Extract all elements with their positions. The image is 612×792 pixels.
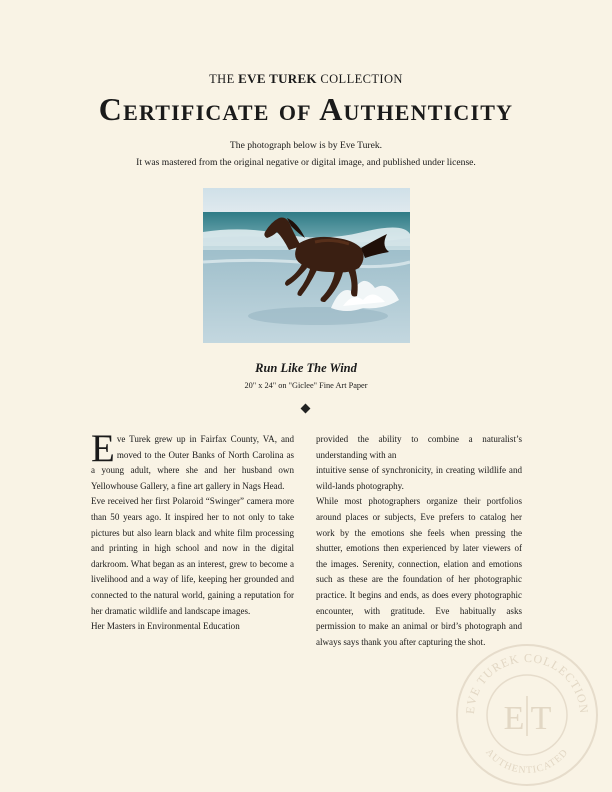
seal-top-text: EVE TUREK COLLECTION <box>462 650 592 715</box>
bio-paragraph-4: provided the ability to combine a naturalist’s understanding with an <box>316 434 522 460</box>
bio-paragraph-2: Eve received her first Polaroid “Swinger” camera more than 50 years ago. It inspired her to not only to take pictures but also learn black and white film processing and printing in high school and now in the digital darkroom. What began as an interest, grew to become a livelihood and a way of life, keeping her grounded and connected to the natural world, gaining a reputation for her dramatic wildlife and landscape images. <box>91 496 294 616</box>
intro-line-1: The photograph below is by Eve Turek. <box>229 140 383 151</box>
collection-line <box>0 71 612 87</box>
artwork-details: 20" x 24" on "Giclee" Fine Art Paper <box>244 381 368 390</box>
seal-monogram-right: T <box>530 700 552 737</box>
bio-paragraph-1-text: ve Turek grew up in Fairfax County, VA, and moved to the Outer Banks of North Carolina as a young adult, where she and her husband own Yellowhouse Gallery, a fine art gallery in Nags Head. <box>91 434 294 491</box>
bio-paragraph-3: Her Masters in Environmental Education <box>91 621 240 632</box>
drop-cap: E <box>91 427 115 470</box>
bio-paragraph-5: intuitive sense of synchronicity, in creating wildlife and wild-lands photography. <box>316 465 522 491</box>
certificate-title: Certificate of Authenticity <box>98 91 514 127</box>
seal-monogram-left: E <box>503 700 525 737</box>
divider-diamond-icon <box>301 404 311 414</box>
bio-column-left <box>91 427 294 635</box>
collection-suffix: COLLECTION <box>320 72 403 86</box>
horse-photograph <box>203 188 410 343</box>
authentication-seal <box>452 640 602 790</box>
bio-column-right <box>316 432 522 650</box>
bio-paragraph-1 <box>91 427 294 494</box>
artwork-title: Run Like The Wind <box>255 361 357 375</box>
seal-bottom-text: AUTHENTICATED <box>483 746 571 777</box>
collection-prefix: THE <box>209 72 235 86</box>
horse-running-on-beach-image <box>203 188 410 343</box>
bio-paragraph-6: While most photographers organize their portfolios around places or subjects, Eve prefers to catalog her work by the emotions she feels when pressing the shutter, emotions then experienced by later viewers of the images. Serenity, connection, elation and emotions such as these are the foundation of her photographic practice. It begins and ends, as does every photographic encounter, with gratitude. Eve habitually asks permission to make an animal or bird’s photograph and always says thank you after capturing the shot. <box>316 496 522 647</box>
collection-name: EVE TUREK <box>238 71 317 86</box>
intro-line-2: It was mastered from the original negative or digital image, and published under license. <box>136 157 476 168</box>
